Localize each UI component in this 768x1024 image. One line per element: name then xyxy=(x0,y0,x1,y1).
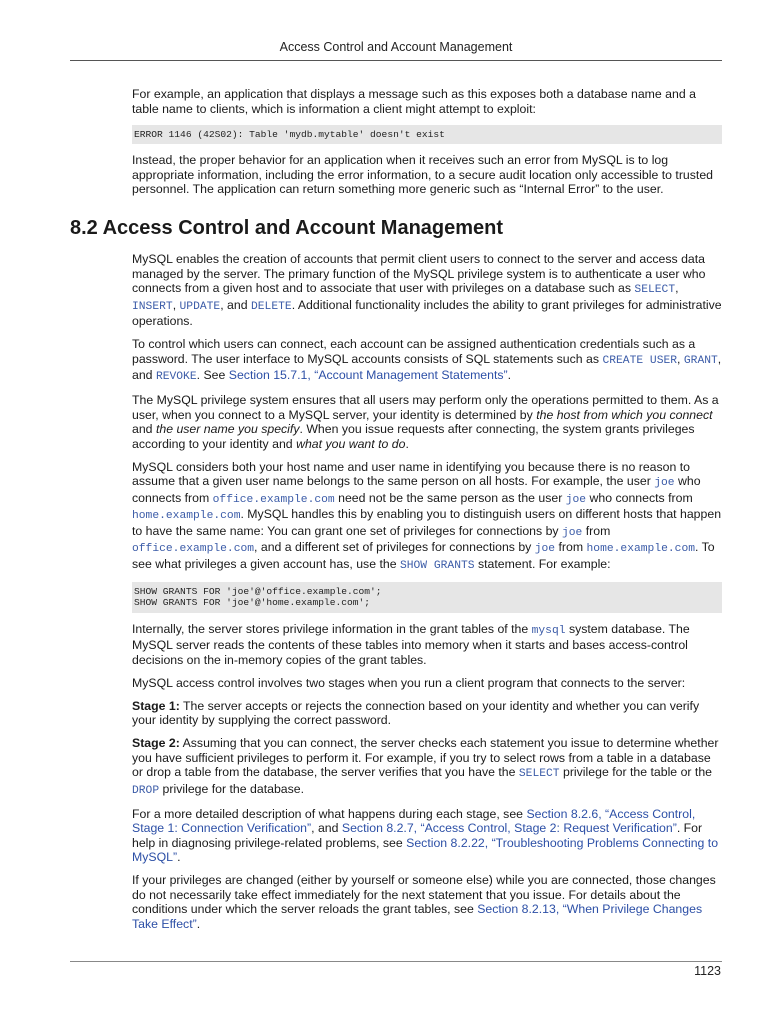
paragraph-grant-tables xyxy=(132,622,722,668)
paragraph-stage-1 xyxy=(132,699,722,728)
text-run: . When you issue requests after connecting, the system grants privileges according to your identity and xyxy=(132,422,695,451)
text-run: For a more detailed description of what happens during each stage, see xyxy=(132,806,527,821)
section-body xyxy=(132,252,722,940)
text-run: . See xyxy=(196,368,229,382)
update-code: UPDATE xyxy=(179,300,221,313)
intro-paragraph-2: Instead, the proper behavior for an application when it receives such an error from MySQL is to log appropriate information, including the error information, to a secure audit location only accessible to trusted personnel. The application can return something more generic such as “Internal Error” to the user. xyxy=(132,153,714,196)
text-run: and xyxy=(132,422,156,436)
paragraph-host-user xyxy=(132,460,722,574)
paragraph-stage-2 xyxy=(132,736,722,798)
paragraph-credentials xyxy=(132,337,722,385)
text-run: statement. For example: xyxy=(474,556,611,571)
text-run: privilege for the table or the xyxy=(559,765,713,779)
paragraph-privilege-changes xyxy=(132,873,722,931)
text-run: , and xyxy=(132,351,722,382)
error-code-block: ERROR 1146 (42S02): Table 'mydb.mytable' doesn't exist xyxy=(132,125,722,145)
grant-link[interactable]: GRANT xyxy=(683,354,718,367)
text-run: . xyxy=(405,436,409,451)
section-heading: 8.2 Access Control and Account Management xyxy=(70,217,504,239)
text-run: joe xyxy=(654,477,675,489)
code-line: SHOW GRANTS FOR 'joe'@'office.example.com'; xyxy=(134,585,382,597)
text-run: , xyxy=(172,297,180,312)
show-grants-code-block xyxy=(132,582,722,613)
text-run: MySQL enables the creation of accounts that permit client users to connect to the server and access data managed by the server. The primary function of the MySQL privilege system is to authenticate a user who connects from a given host and to associate that user with privileges on a database such as xyxy=(132,252,706,295)
text-run: Stage 1: xyxy=(132,698,180,713)
text-run: The MySQL privilege system ensures that all users may perform only the operations permitted to them. As a user, when you connect to a MySQL server, your identity is determined by xyxy=(132,393,719,422)
text-run: , xyxy=(675,281,679,295)
text-run: To control which users can connect, each account can be assigned authentication credentials such as a password. The user interface to MySQL accounts consists of SQL statements such as xyxy=(132,337,696,366)
text-run: . xyxy=(196,916,201,931)
text-run: what you want to do xyxy=(296,436,406,451)
running-header: Access Control and Account Management xyxy=(70,40,722,61)
text-run: MySQL considers both your host name and user name in identifying you because there is no reason to assume that a given user name belongs to the same person on all hosts. For example, the user xyxy=(132,459,691,488)
create-user-link[interactable]: CREATE USER xyxy=(602,354,678,367)
text-run: , xyxy=(677,351,684,366)
text-run: . MySQL handles this by enabling you to distinguish users on different hosts that happen to have the same name: You can grant one set of privileges for connections by xyxy=(132,507,722,538)
delete-code: DELETE xyxy=(251,300,292,313)
text-run: , and a different set of privileges for connections by xyxy=(254,540,535,554)
stage2-link[interactable]: Section 8.2.7, “Access Control, Stage 2: Request Verification” xyxy=(341,821,677,835)
text-run: The server accepts or rejects the connection based on your identity and whether you can verify your identity by supplying the correct password. xyxy=(132,698,700,727)
text-run: joe xyxy=(565,493,587,506)
privilege-changes-link[interactable]: Section 8.2.13, “When Privilege Changes Take Effect” xyxy=(132,902,703,931)
text-run: the user name you specify xyxy=(155,422,300,436)
text-run: system database. The MySQL server reads the contents of these tables into memory when it starts and bases access-control decisions on the in-memory copies of the grant tables. xyxy=(132,621,690,667)
text-run: If your privileges are changed (either by yourself or someone else) while you are connected, those changes do not necessarily take effect immediately for the next statement that you issue. For details about the conditions under which the server reloads the grant tables, see xyxy=(132,873,716,916)
mysql-db-link[interactable]: mysql xyxy=(531,624,566,637)
text-run: Internally, the server stores privilege information in the grant tables of the xyxy=(132,621,532,636)
text-run: who connects from xyxy=(586,490,693,505)
footer-rule xyxy=(70,961,722,962)
text-run: Assuming that you can connect, the server checks each statement you issue to determine whether you have sufficient privileges to perform it. For example, if you try to select rows from a table in a database or drop a table from the database, the server verifies that you have the xyxy=(132,736,719,779)
account-management-link[interactable]: Section 15.7.1, “Account Management Statements” xyxy=(228,368,508,382)
paragraph-identity xyxy=(132,393,722,451)
troubleshooting-link[interactable]: Section 8.2.22, “Troubleshooting Problems Connecting to MySQL” xyxy=(132,835,719,864)
text-run: Stage 2: xyxy=(132,736,180,750)
stage1-link[interactable]: Section 8.2.6, “Access Control, Stage 1: Connection Verification” xyxy=(132,806,696,835)
text-run: the host from which you connect xyxy=(536,407,713,422)
page-number: 1123 xyxy=(694,964,721,978)
text-run: home.example.com xyxy=(132,510,241,522)
text-run: joe xyxy=(534,543,556,555)
text-run: from xyxy=(555,540,587,554)
text-run: who connects from xyxy=(132,474,701,505)
text-run: . xyxy=(177,850,181,864)
text-run: office.example.com xyxy=(132,543,255,555)
revoke-link[interactable]: REVOKE xyxy=(155,371,197,383)
text-run: . xyxy=(507,368,512,382)
text-run: . For help in diagnosing privilege-related problems, see xyxy=(132,821,703,850)
text-run: privilege for the database. xyxy=(159,781,305,796)
page-content xyxy=(132,87,722,205)
intro-paragraph: For example, an application that displays a message such as this exposes both a database name and a table name to clients, which is information a client might attempt to exploit: xyxy=(132,87,696,116)
select-code: SELECT xyxy=(634,284,676,296)
paragraph-two-stages: MySQL access control involves two stages when you run a client program that connects to the server: xyxy=(132,675,686,690)
text-run: home.example.com xyxy=(586,543,695,555)
show-grants-link[interactable]: SHOW GRANTS xyxy=(399,559,475,572)
paragraph-privilege-system xyxy=(132,252,722,329)
text-run: . Additional functionality includes the ability to grant privileges for administrative operations. xyxy=(132,297,722,328)
text-run: . To see what privileges a given account has, use the xyxy=(132,540,715,571)
text-run: need not be the same person as the user xyxy=(334,490,566,505)
code-line: SHOW GRANTS FOR 'joe'@'home.example.com'; xyxy=(134,597,371,608)
text-run: joe xyxy=(561,526,583,539)
paragraph-details xyxy=(132,807,722,865)
text-run: , and xyxy=(311,821,342,835)
insert-code: INSERT xyxy=(132,300,173,313)
select-link[interactable]: SELECT xyxy=(518,768,560,780)
text-run: , and xyxy=(220,297,251,312)
text-run: from xyxy=(582,523,611,538)
drop-link[interactable]: DROP xyxy=(132,784,160,797)
text-run: office.example.com xyxy=(212,493,335,506)
